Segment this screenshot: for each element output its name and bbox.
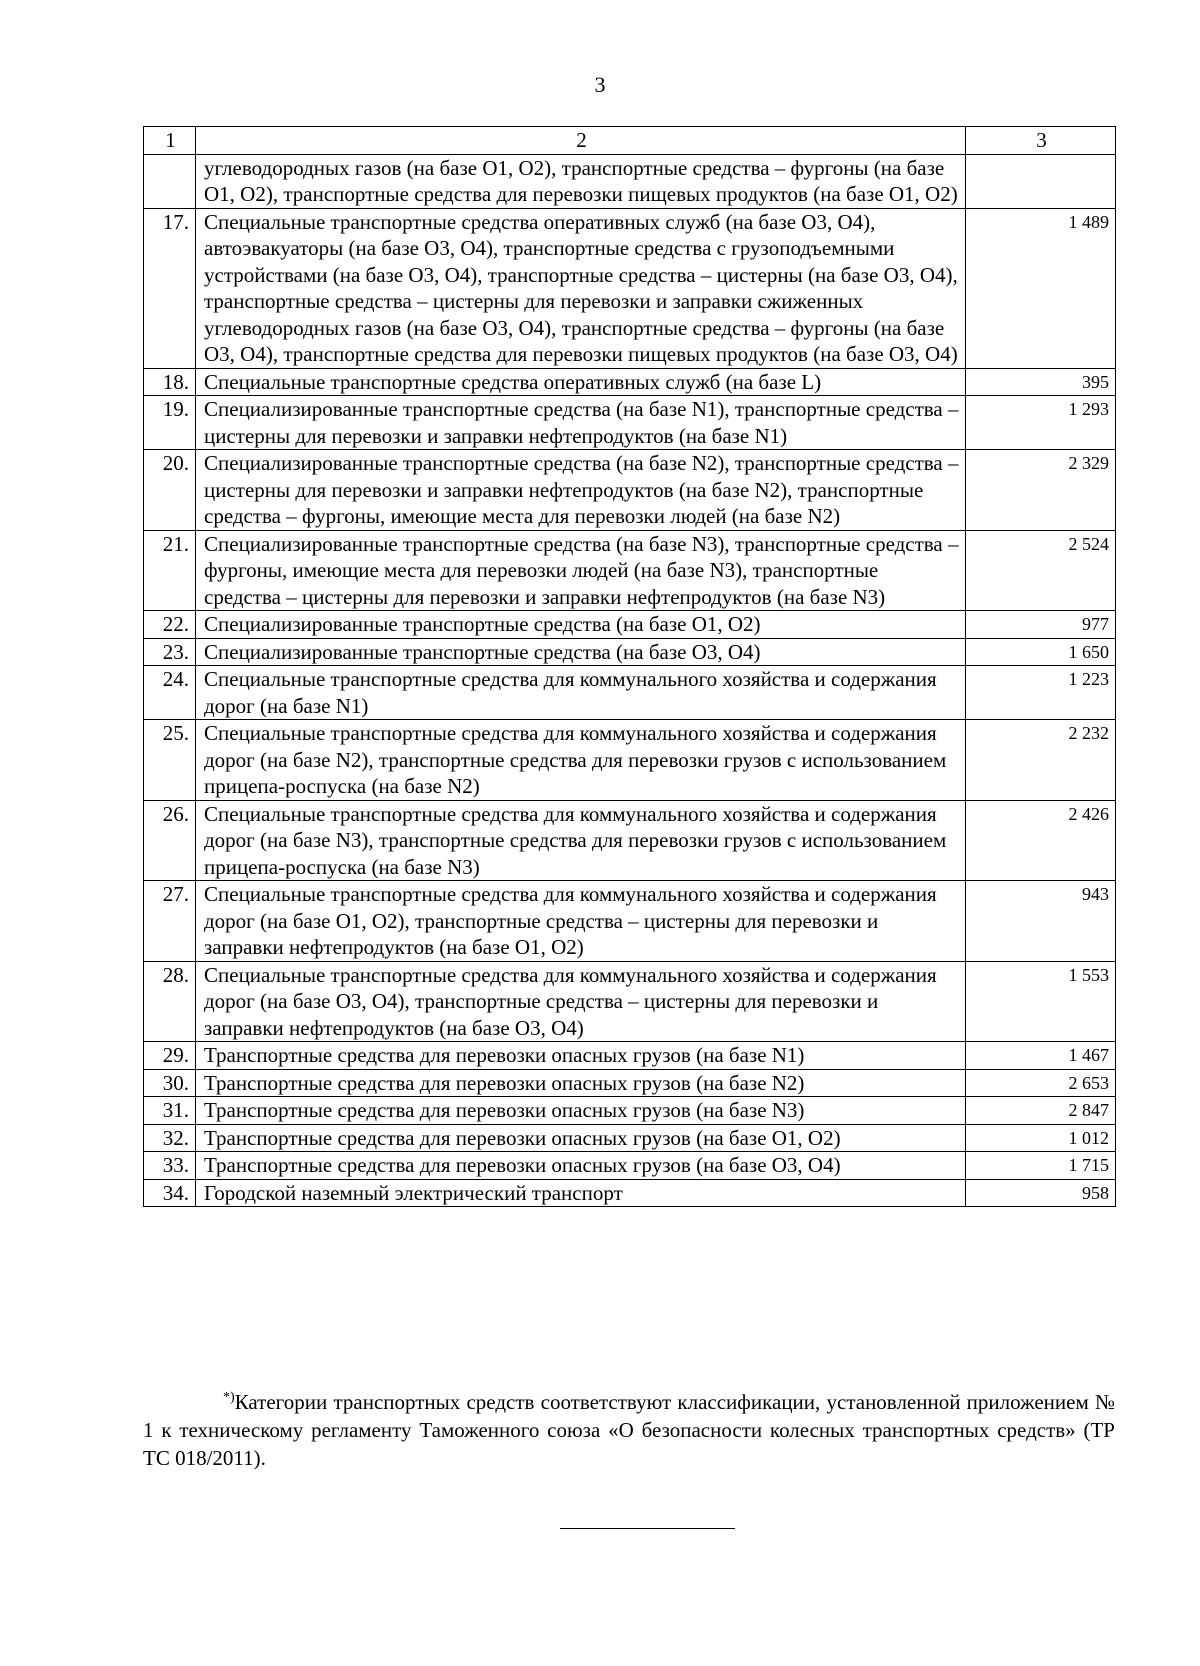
- row-description-cell: Транспортные средства для перевозки опасных грузов (на базе N2): [196, 1069, 966, 1097]
- table-row: [144, 611, 1116, 639]
- vehicle-category-table: [143, 126, 1116, 1207]
- table-row: [144, 800, 1116, 881]
- table-row: [144, 1042, 1116, 1070]
- row-value-cell: 958: [966, 1179, 1116, 1207]
- row-number-cell: 19.: [144, 396, 196, 450]
- row-description-cell: Специальные транспортные средства оперативных служб (на базе O3, O4), автоэвакуаторы (на базе O3, O4), транспортные средства с грузоподъемными устройствами (на базе O3, O4), транспортные средства – цистерны (на базе O3, O4), транспортные средства – цистерны для перевозки и заправки сжиженных углеводородных газов (на базе O3, O4), транспортные средства – фургоны (на базе O3, O4), транспортные средства для перевозки пищевых продуктов (на базе O3, O4): [196, 208, 966, 368]
- row-number-cell: 28.: [144, 961, 196, 1042]
- row-number-cell: 30.: [144, 1069, 196, 1097]
- row-number-cell: [144, 154, 196, 208]
- row-description-cell: Специализированные транспортные средства (на базе N1), транспортные средства – цистерны для перевозки и заправки нефтепродуктов (на базе N1): [196, 396, 966, 450]
- table-row: [144, 961, 1116, 1042]
- table-row: [144, 396, 1116, 450]
- row-number-cell: 26.: [144, 800, 196, 881]
- row-number-cell: 17.: [144, 208, 196, 368]
- header-col-2: 2: [196, 127, 966, 155]
- row-description-cell: Транспортные средства для перевозки опасных грузов (на базе O1, O2): [196, 1124, 966, 1152]
- row-value-cell: [966, 154, 1116, 208]
- row-value-cell: 1 715: [966, 1152, 1116, 1180]
- row-number-cell: 23.: [144, 638, 196, 666]
- row-description-cell: Транспортные средства для перевозки опасных грузов (на базе N1): [196, 1042, 966, 1070]
- row-number-cell: 34.: [144, 1179, 196, 1207]
- end-divider: [560, 1528, 735, 1529]
- row-number-cell: 31.: [144, 1097, 196, 1125]
- row-number-cell: 22.: [144, 611, 196, 639]
- table-row: [144, 154, 1116, 208]
- row-value-cell: 1 553: [966, 961, 1116, 1042]
- row-number-cell: 20.: [144, 450, 196, 531]
- table-row: [144, 720, 1116, 801]
- row-number-cell: 25.: [144, 720, 196, 801]
- table-row: [144, 1152, 1116, 1180]
- row-value-cell: 1 293: [966, 396, 1116, 450]
- table-row: [144, 1069, 1116, 1097]
- row-value-cell: 977: [966, 611, 1116, 639]
- row-number-cell: 21.: [144, 530, 196, 611]
- row-description-cell: Специализированные транспортные средства (на базе O1, O2): [196, 611, 966, 639]
- page-number: 3: [594, 72, 606, 97]
- footnote-marker: *): [223, 1390, 235, 1405]
- table-row: [144, 638, 1116, 666]
- table-row: [144, 666, 1116, 720]
- table-row: [144, 1124, 1116, 1152]
- row-description-cell: Специализированные транспортные средства (на базе N2), транспортные средства – цистерны для перевозки и заправки нефтепродуктов (на базе N2), транспортные средства – фургоны, имеющие места для перевозки людей (на базе N2): [196, 450, 966, 531]
- row-number-cell: 29.: [144, 1042, 196, 1070]
- table-row: [144, 530, 1116, 611]
- row-value-cell: 2 232: [966, 720, 1116, 801]
- row-description-cell: Специальные транспортные средства для коммунального хозяйства и содержания дорог (на базе N2), транспортные средства для перевозки грузов с использованием прицепа-роспуска (на базе N2): [196, 720, 966, 801]
- table-row: [144, 208, 1116, 368]
- row-value-cell: 1 467: [966, 1042, 1116, 1070]
- row-value-cell: 1 012: [966, 1124, 1116, 1152]
- row-value-cell: 1 489: [966, 208, 1116, 368]
- footnote-text: Категории транспортных средств соответствуют классификации, установленной приложением № 1 к техническому регламенту Таможенного союза «О безопасности колесных транспортных средств» (ТР ТС 018/2011).: [143, 1390, 1115, 1470]
- row-value-cell: 1 223: [966, 666, 1116, 720]
- row-number-cell: 33.: [144, 1152, 196, 1180]
- row-number-cell: 18.: [144, 368, 196, 396]
- table-row: [144, 1179, 1116, 1207]
- row-value-cell: 2 524: [966, 530, 1116, 611]
- row-value-cell: 1 650: [966, 638, 1116, 666]
- table-row: [144, 1097, 1116, 1125]
- row-description-cell: Специализированные транспортные средства (на базе N3), транспортные средства – фургоны, имеющие места для перевозки людей (на базе N3), транспортные средства – цистерны для перевозки и заправки нефтепродуктов (на базе N3): [196, 530, 966, 611]
- row-number-cell: 27.: [144, 881, 196, 962]
- row-description-cell: Специализированные транспортные средства (на базе O3, O4): [196, 638, 966, 666]
- row-description-cell: Специальные транспортные средства для коммунального хозяйства и содержания дорог (на базе O1, O2), транспортные средства – цистерны для перевозки и заправки нефтепродуктов (на базе O1, O2): [196, 881, 966, 962]
- row-description-cell: углеводородных газов (на базе O1, O2), транспортные средства – фургоны (на базе O1, O2), транспортные средства для перевозки пищевых продуктов (на базе O1, O2): [196, 154, 966, 208]
- header-col-1: 1: [144, 127, 196, 155]
- table-row: [144, 450, 1116, 531]
- row-value-cell: 2 847: [966, 1097, 1116, 1125]
- row-number-cell: 24.: [144, 666, 196, 720]
- row-description-cell: Специальные транспортные средства для коммунального хозяйства и содержания дорог (на базе O3, O4), транспортные средства – цистерны для перевозки и заправки нефтепродуктов (на базе O3, O4): [196, 961, 966, 1042]
- header-col-3: 3: [966, 127, 1116, 155]
- row-description-cell: Специальные транспортные средства оперативных служб (на базе L): [196, 368, 966, 396]
- table-row: [144, 881, 1116, 962]
- footnote: [143, 1388, 1115, 1472]
- table-header-row: [144, 127, 1116, 155]
- row-description-cell: Городской наземный электрический транспорт: [196, 1179, 966, 1207]
- row-description-cell: Транспортные средства для перевозки опасных грузов (на базе O3, O4): [196, 1152, 966, 1180]
- table-body: [144, 154, 1116, 1207]
- row-value-cell: 2 329: [966, 450, 1116, 531]
- row-value-cell: 2 653: [966, 1069, 1116, 1097]
- row-description-cell: Транспортные средства для перевозки опасных грузов (на базе N3): [196, 1097, 966, 1125]
- row-value-cell: 943: [966, 881, 1116, 962]
- row-description-cell: Специальные транспортные средства для коммунального хозяйства и содержания дорог (на базе N3), транспортные средства для перевозки грузов с использованием прицепа-роспуска (на базе N3): [196, 800, 966, 881]
- table-row: [144, 368, 1116, 396]
- row-value-cell: 2 426: [966, 800, 1116, 881]
- row-value-cell: 395: [966, 368, 1116, 396]
- row-number-cell: 32.: [144, 1124, 196, 1152]
- row-description-cell: Специальные транспортные средства для коммунального хозяйства и содержания дорог (на базе N1): [196, 666, 966, 720]
